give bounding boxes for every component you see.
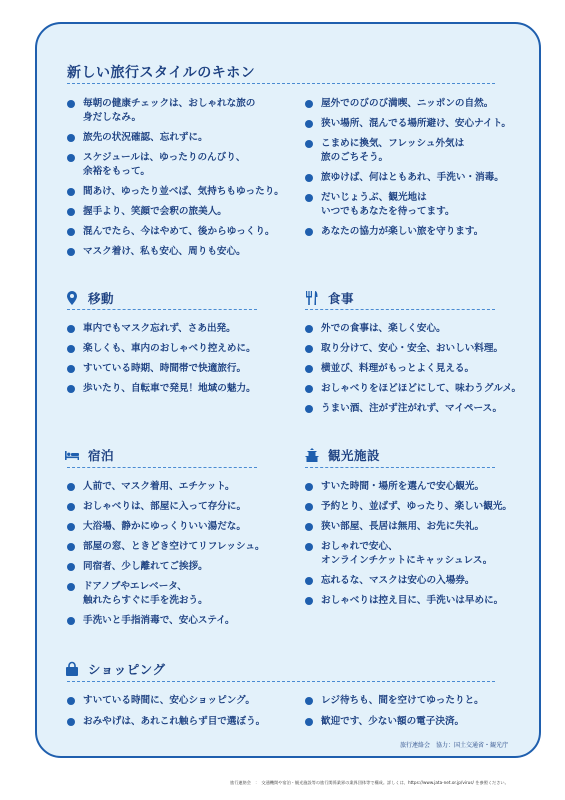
list-item: 混んでたら、今はやめて、後からゆっくり。	[67, 225, 297, 239]
list-item: ドアノブやエレベータ、 触れたらすぐに手を洗おう。	[67, 580, 297, 608]
list-item: 旅先の状況確認、忘れずに。	[67, 131, 297, 145]
section-header-shopping	[64, 660, 166, 678]
sightseeing-list	[305, 480, 530, 614]
list-item: 人前で、マスク着用、エチケット。	[67, 480, 297, 494]
shopping-bag-icon	[64, 661, 80, 677]
section-title-sightseeing: 観光施設	[328, 448, 381, 463]
section-header-stay	[64, 446, 114, 464]
list-item: おみやげは、あれこれ触らず目で選ぼう。	[67, 715, 297, 729]
list-item: おしゃべりは、部屋に入って存分に。	[67, 500, 297, 514]
list-item: おしゃべりをほどほどにして、味わうグルメ。	[305, 382, 530, 396]
list-item: おしゃべりは控え目に、手洗いは早めに。	[305, 594, 530, 608]
list-item: スケジュールは、ゆったりのんびり、 余裕をもって。	[67, 151, 297, 179]
list-item: 同宿者、少し離れてご挨拶。	[67, 560, 297, 574]
shopping-divider	[67, 681, 495, 682]
section-header-move	[64, 289, 114, 307]
list-item: 狭い場所、混んでる場所避け、安心ナイト。	[305, 117, 530, 131]
list-item: レジ待ちも、間を空けてゆったりと。	[305, 694, 530, 708]
stay-divider	[67, 467, 257, 468]
section-header-sightseeing	[304, 446, 380, 464]
list-item: あなたの協力が楽しい旅を守ります。	[305, 225, 530, 239]
section-title-move: 移動	[88, 291, 115, 306]
list-item: すいた時間・場所を選んで安心観光。	[305, 480, 530, 494]
footnote: 旅行連絡会 ： 交通機関や宿泊・観光施設等の旅行関係業界の業界団体等で構成。詳しくは、https://www.jata-net.or.jp/virus/ を参照ください。	[230, 780, 509, 785]
list-item: 車内でもマスク忘れず、さあ出発。	[67, 322, 297, 336]
fork-knife-icon	[304, 290, 320, 306]
list-item: すいている時期、時間帯で快適旅行。	[67, 362, 297, 376]
shopping-list-left	[67, 694, 297, 736]
list-item: すいている時間に、安心ショッピング。	[67, 694, 297, 708]
list-item: 楽しくも、車内のおしゃべり控えめに。	[67, 342, 297, 356]
food-divider	[305, 309, 495, 310]
list-item: 部屋の窓、ときどき空けてリフレッシュ。	[67, 540, 297, 554]
list-item: 外での食事は、楽しく安心。	[305, 322, 530, 336]
list-item: 取り分けて、安心・安全、おいしい料理。	[305, 342, 530, 356]
section-title-shopping: ショッピング	[88, 662, 166, 677]
stay-list	[67, 480, 297, 634]
list-item: 歓迎です、少ない額の電子決済。	[305, 715, 530, 729]
title-divider	[67, 83, 495, 84]
list-item: 屋外でのびのび満喫、ニッポンの自然。	[305, 97, 530, 111]
section-title-stay: 宿泊	[88, 448, 115, 463]
basics-list-left	[67, 97, 297, 265]
list-item: 狭い部屋、長居は無用、お先に失礼。	[305, 520, 530, 534]
list-item: 握手より、笑顔で会釈の旅美人。	[67, 205, 297, 219]
list-item: だいじょうぶ、観光地は いつでもあなたを待ってます。	[305, 191, 530, 219]
section-title-food: 食事	[328, 291, 355, 306]
list-item: 横並び、料理がもっとよく見える。	[305, 362, 530, 376]
sightseeing-divider	[305, 467, 495, 468]
bed-icon	[64, 447, 80, 463]
list-item: おしゃれで安心、 オンラインチケットにキャッシュレス。	[305, 540, 530, 568]
move-list	[67, 322, 297, 402]
list-item: うまい酒、注がず注がれず、マイペース。	[305, 402, 530, 416]
move-divider	[67, 309, 257, 310]
page-title: 新しい旅行スタイルのキホン	[67, 65, 256, 81]
basics-list-right	[305, 97, 530, 245]
location-pin-icon	[64, 290, 80, 306]
list-item: 歩いたり、自転車で発見！地域の魅力。	[67, 382, 297, 396]
list-item: マスク着け、私も安心、周りも安心。	[67, 245, 297, 259]
list-item: 大浴場、静かにゆっくりいい湯だな。	[67, 520, 297, 534]
shopping-list-right	[305, 694, 530, 736]
list-item: 手洗いと手指消毒で、安心ステイ。	[67, 614, 297, 628]
list-item: こまめに換気、フレッシュ外気は 旅のごちそう。	[305, 137, 530, 165]
organizer-credit: 旅行連絡会 協力：国土交通省・観光庁	[400, 742, 509, 749]
food-list	[305, 322, 530, 422]
list-item: 毎朝の健康チェックは、おしゃれな旅の 身だしなみ。	[67, 97, 297, 125]
list-item: 旅ゆけば、何はともあれ、手洗い・消毒。	[305, 171, 530, 185]
section-header-food	[304, 289, 354, 307]
list-item: 忘れるな、マスクは安心の入場券。	[305, 574, 530, 588]
list-item: 間あけ、ゆったり並べば、気持ちもゆったり。	[67, 185, 297, 199]
list-item: 予約とり、並ばず、ゆったり、楽しい観光。	[305, 500, 530, 514]
temple-icon	[304, 447, 320, 463]
